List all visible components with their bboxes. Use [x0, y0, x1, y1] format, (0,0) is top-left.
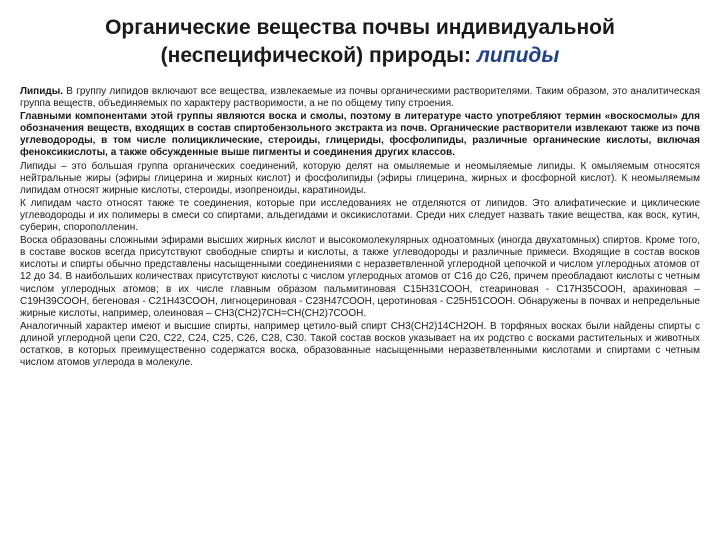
paragraph-related-compounds: К липидам часто относят также те соединения, которые при исследованиях не отделяются от липидов. Это алифатические и циклические углеводороды и их полимеры в смеси со спиртами, альдегидами и оксикислотами. Среди них следует назвать такие вещества, как воск, кутин, суберин, спорополленин. — [20, 197, 700, 234]
paragraph-lipids-intro-text: В группу липидов включают все вещества, извлекаемые из почвы органическими растворителями. Таким образом, это аналитическая группа веществ, объединяемых по характеру растворимости, а не по общему типу строения. — [20, 86, 700, 110]
slide-title-accent: липиды — [476, 44, 560, 67]
slide-body — [20, 86, 700, 370]
paragraph-main-components: Главными компонентами этой группы являются воска и смолы, поэтому в литературе часто употребляют термин «воскосмолы» для обозначения веществ, входящих в состав спиртобензольного экстракта из почв. Органические растворители извлекают также из почв углеводороды, в том числе полициклические, стероиды, глицериды, фосфолипиды, различные органические кислоты, включая феноксикислоты, а также обсужденные выше пигменты и соединения других классов. — [20, 111, 700, 159]
paragraph-waxes: Воска образованы сложными эфирами высших жирных кислот и высокомолекулярных одноатомных (иногда двухатомных) спиртов. Кроме того, в составе восков всегда присутствуют свободные спирты и кислоты, а также углеводороды и различные примеси. Входящие в состав восков кислоты и спирты обычно представлены насыщенными соединениями с неразветвленной углеродной цепочкой и числом углеродных атомов от 12 до 34. В наибольших количествах присутствуют кислоты с числом углеродных атомов от С16 до С26, причем преобладают кислоты с четным числом углеродных атомов; в их числе главным образом пальмитиновая С15Н31СООН, стеариновая - С17Н35СООН, арахиновая – С19Н39СООН, бегеновая - С21Н43СООН, лигноцериновая - С23Н47СООН, церотиновая - С25Н51СООН. Обнаружены в почвах и непредельные жирные кислоты, например, олеиновая – СН3(СН2)7СН=СН(СН2)7СООН. — [20, 235, 700, 319]
paragraph-lipids-intro — [20, 86, 700, 110]
slide-title — [40, 14, 680, 70]
paragraph-lead-term: Липиды. — [20, 86, 64, 97]
paragraph-lipid-classes: Липиды – это большая группа органических соединений, которую делят на омыляемые и неомыляемые липиды. К омыляемым относятся нейтральные жиры (эфиры глицерина и жирных кислот) и фосфолипиды (эфиры глицерина, жирных и фосфорной кислот). К неомыляемым липидам относят жирные кислоты, стероиды, изопреноиды, каратиноиды. — [20, 160, 700, 196]
slide-title-main: Органические вещества почвы индивидуальной (неспецифической) природы: — [105, 16, 615, 67]
paragraph-higher-alcohols: Аналогичный характер имеют и высшие спирты, например цетило-вый спирт СН3(СН2)14СН2ОН. В торфяных восках были найдены спирты с длиной углеродной цепи С20, С22, С24, С25, С26, С28, С30. Такой состав восков указывает на их родство с восками растительных и животных остатков, в которых преимущественно содержатся воска, образованные насыщенными неразветвленными кислотами и спиртами с четным числом атомов углерода в молекуле. — [20, 320, 700, 369]
